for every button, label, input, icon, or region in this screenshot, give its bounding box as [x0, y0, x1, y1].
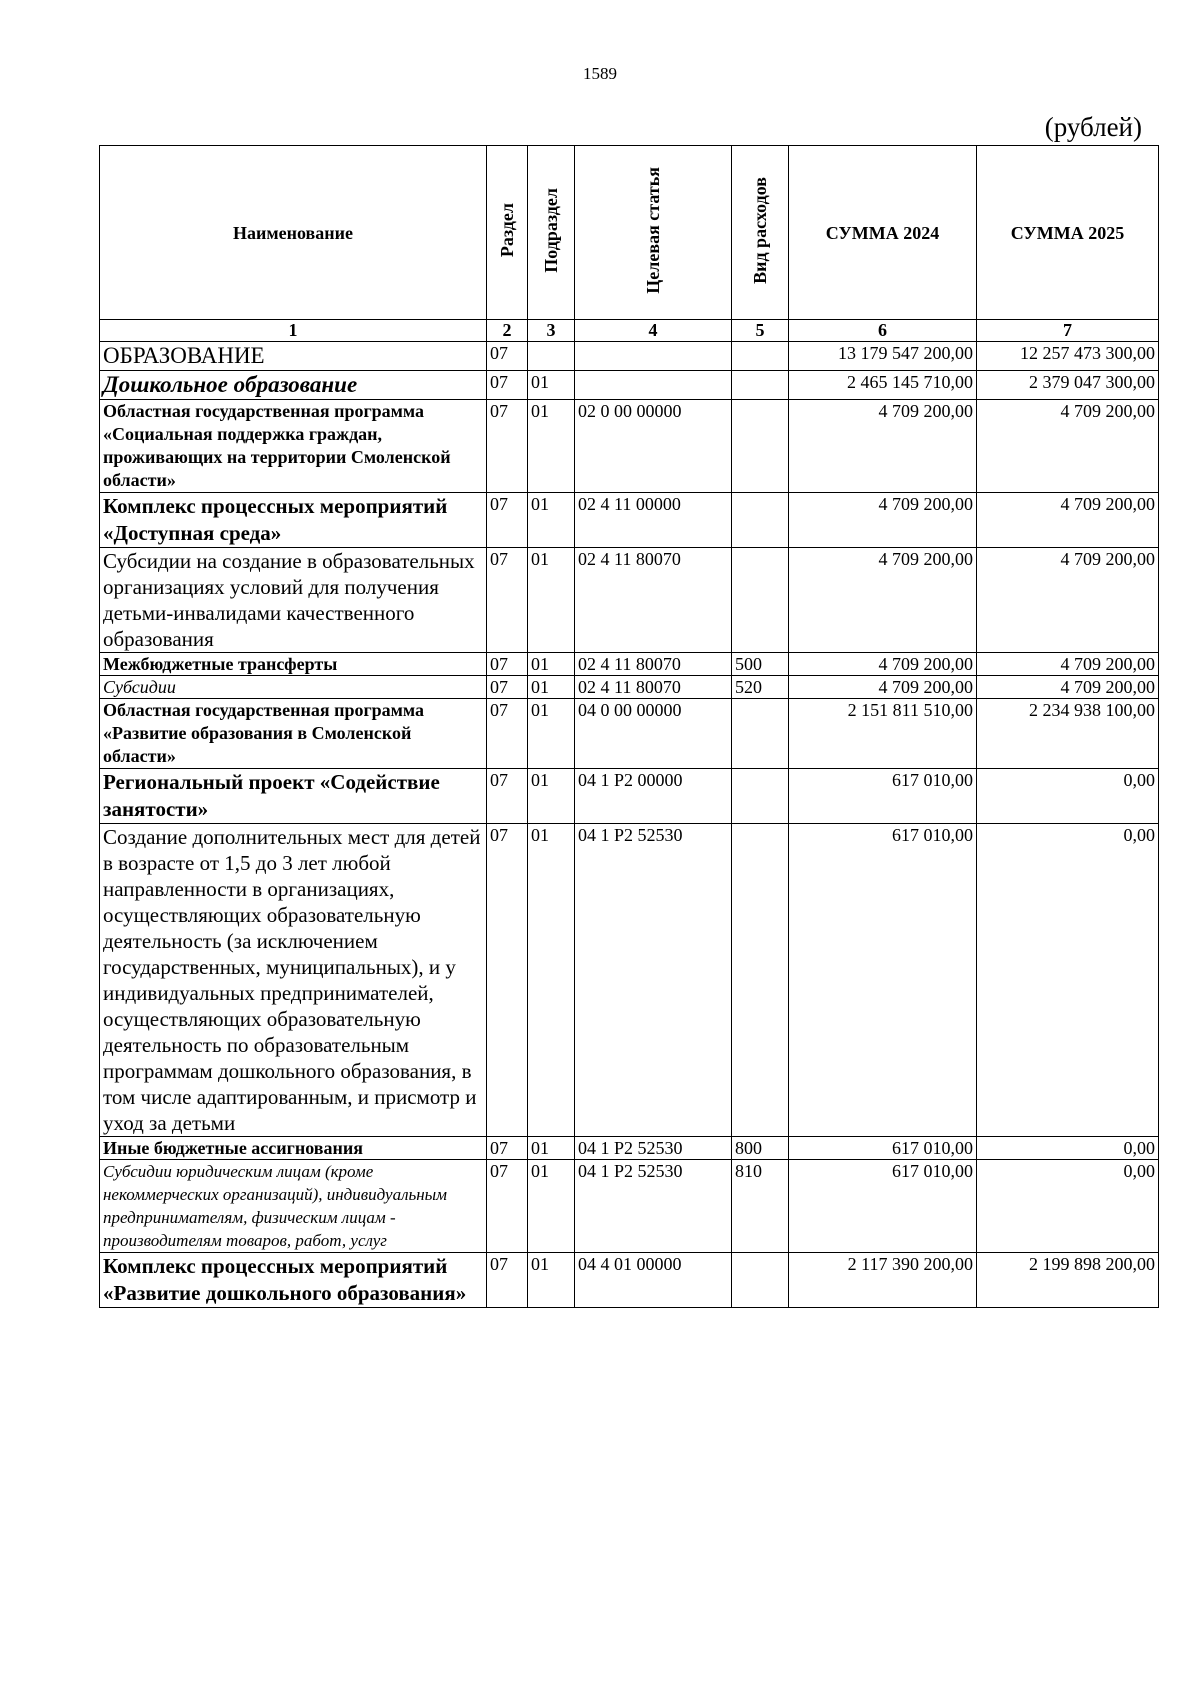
- row-target: 04 1 P2 52530: [575, 1137, 732, 1160]
- row-expense: [732, 400, 789, 493]
- col-number: 2: [487, 320, 528, 342]
- row-subsection: 01: [528, 1137, 575, 1160]
- row-sum2024: 4 709 200,00: [789, 548, 977, 653]
- budget-table: [99, 145, 1159, 1308]
- row-target: 04 1 P2 52530: [575, 824, 732, 1137]
- row-target: 02 4 11 00000: [575, 493, 732, 548]
- row-section: 07: [487, 769, 528, 824]
- table-row: [100, 548, 1159, 653]
- row-subsection: 01: [528, 493, 575, 548]
- col-number: 7: [977, 320, 1159, 342]
- row-subsection: 01: [528, 371, 575, 400]
- row-name: Межбюджетные трансферты: [100, 653, 487, 676]
- row-section: 07: [487, 371, 528, 400]
- row-target: 04 1 P2 52530: [575, 1160, 732, 1253]
- table-row: [100, 1160, 1159, 1253]
- table-row: [100, 699, 1159, 769]
- row-expense: 800: [732, 1137, 789, 1160]
- table-row: [100, 824, 1159, 1137]
- table-row: [100, 371, 1159, 400]
- row-name: Областная государственная программа «Развитие образования в Смоленской области»: [100, 699, 487, 769]
- row-target: 02 4 11 80070: [575, 676, 732, 699]
- row-target: [575, 342, 732, 371]
- row-sum2025: 0,00: [977, 1137, 1159, 1160]
- header-row: [100, 146, 1159, 320]
- row-sum2025: 2 199 898 200,00: [977, 1253, 1159, 1308]
- row-subsection: 01: [528, 699, 575, 769]
- header-name: Наименование: [100, 146, 487, 320]
- row-expense: [732, 342, 789, 371]
- row-name: Региональный проект «Содействие занятости»: [100, 769, 487, 824]
- header-subsection: Подраздел: [528, 146, 575, 320]
- header-target: Целевая статья: [575, 146, 732, 320]
- row-expense: [732, 548, 789, 653]
- row-section: 07: [487, 342, 528, 371]
- col-number: 6: [789, 320, 977, 342]
- row-section: 07: [487, 548, 528, 653]
- row-sum2025: 2 379 047 300,00: [977, 371, 1159, 400]
- row-expense: [732, 1253, 789, 1308]
- row-name: Субсидии юридическим лицам (кроме некоммерческих организаций), индивидуальным предпринимателям, физическим лицам - производителям товаров, работ, услуг: [100, 1160, 487, 1253]
- header-sum2024: СУММА 2024: [789, 146, 977, 320]
- header-sum2025: СУММА 2025: [977, 146, 1159, 320]
- row-sum2024: 617 010,00: [789, 1160, 977, 1253]
- units-label: (рублей): [1044, 112, 1142, 142]
- row-section: 07: [487, 676, 528, 699]
- row-name: Комплекс процессных мероприятий «Развитие дошкольного образования»: [100, 1253, 487, 1308]
- header-section: Раздел: [487, 146, 528, 320]
- row-sum2024: 4 709 200,00: [789, 493, 977, 548]
- row-sum2025: 0,00: [977, 824, 1159, 1137]
- row-subsection: 01: [528, 1253, 575, 1308]
- row-sum2025: 4 709 200,00: [977, 548, 1159, 653]
- row-section: 07: [487, 1253, 528, 1308]
- row-sum2024: 4 709 200,00: [789, 653, 977, 676]
- row-name: Создание дополнительных мест для детей в возрасте от 1,5 до 3 лет любой направленности в организациях, осуществляющих образовательную деятельность (за исключением государственных, муниципальных), и у индивидуальных предпринимателей, осуществляющих образовательную деятельность по образовательным программам дошкольного образования, в том числе адаптированным, и присмотр и уход за детьми: [100, 824, 487, 1137]
- row-target: 02 0 00 00000: [575, 400, 732, 493]
- row-target: 04 1 P2 00000: [575, 769, 732, 824]
- header-expense: Вид расходов: [732, 146, 789, 320]
- row-expense: [732, 699, 789, 769]
- row-expense: 810: [732, 1160, 789, 1253]
- table-row: [100, 676, 1159, 699]
- row-section: 07: [487, 400, 528, 493]
- row-sum2025: 2 234 938 100,00: [977, 699, 1159, 769]
- row-name: Комплекс процессных мероприятий «Доступная среда»: [100, 493, 487, 548]
- col-number: 5: [732, 320, 789, 342]
- row-sum2024: 2 117 390 200,00: [789, 1253, 977, 1308]
- col-number: 1: [100, 320, 487, 342]
- row-target: 04 0 00 00000: [575, 699, 732, 769]
- table-row: [100, 769, 1159, 824]
- row-sum2025: 12 257 473 300,00: [977, 342, 1159, 371]
- table-row: [100, 1137, 1159, 1160]
- row-sum2024: 2 151 811 510,00: [789, 699, 977, 769]
- row-sum2024: 617 010,00: [789, 769, 977, 824]
- row-subsection: 01: [528, 1160, 575, 1253]
- row-target: 02 4 11 80070: [575, 653, 732, 676]
- row-sum2025: 4 709 200,00: [977, 493, 1159, 548]
- column-number-row: [100, 320, 1159, 342]
- row-section: 07: [487, 1137, 528, 1160]
- row-sum2024: 2 465 145 710,00: [789, 371, 977, 400]
- col-number: 4: [575, 320, 732, 342]
- row-section: 07: [487, 1160, 528, 1253]
- row-target: [575, 371, 732, 400]
- row-subsection: 01: [528, 548, 575, 653]
- row-subsection: 01: [528, 676, 575, 699]
- row-subsection: [528, 342, 575, 371]
- page-number: 1589: [583, 64, 617, 83]
- row-name: Иные бюджетные ассигнования: [100, 1137, 487, 1160]
- row-name: Дошкольное образование: [100, 371, 487, 400]
- row-section: 07: [487, 653, 528, 676]
- row-sum2025: 4 709 200,00: [977, 400, 1159, 493]
- row-target: 02 4 11 80070: [575, 548, 732, 653]
- row-expense: 500: [732, 653, 789, 676]
- table-row: [100, 1253, 1159, 1308]
- row-sum2024: 13 179 547 200,00: [789, 342, 977, 371]
- col-number: 3: [528, 320, 575, 342]
- row-expense: 520: [732, 676, 789, 699]
- row-sum2024: 617 010,00: [789, 1137, 977, 1160]
- row-sum2025: 0,00: [977, 1160, 1159, 1253]
- row-section: 07: [487, 824, 528, 1137]
- row-subsection: 01: [528, 769, 575, 824]
- row-subsection: 01: [528, 824, 575, 1137]
- row-sum2025: 0,00: [977, 769, 1159, 824]
- row-sum2024: 4 709 200,00: [789, 676, 977, 699]
- row-expense: [732, 493, 789, 548]
- table-row: [100, 653, 1159, 676]
- row-sum2025: 4 709 200,00: [977, 653, 1159, 676]
- row-name: ОБРАЗОВАНИЕ: [100, 342, 487, 371]
- row-expense: [732, 824, 789, 1137]
- row-name: Субсидии на создание в образовательных организациях условий для получения детьми-инвалидами качественного образования: [100, 548, 487, 653]
- row-target: 04 4 01 00000: [575, 1253, 732, 1308]
- row-name: Областная государственная программа «Социальная поддержка граждан, проживающих на территории Смоленской области»: [100, 400, 487, 493]
- table-row: [100, 493, 1159, 548]
- row-sum2024: 617 010,00: [789, 824, 977, 1137]
- row-section: 07: [487, 493, 528, 548]
- table-row: [100, 400, 1159, 493]
- row-name: Субсидии: [100, 676, 487, 699]
- row-section: 07: [487, 699, 528, 769]
- row-subsection: 01: [528, 653, 575, 676]
- row-expense: [732, 769, 789, 824]
- table-row: [100, 342, 1159, 371]
- row-subsection: 01: [528, 400, 575, 493]
- row-expense: [732, 371, 789, 400]
- row-sum2024: 4 709 200,00: [789, 400, 977, 493]
- row-sum2025: 4 709 200,00: [977, 676, 1159, 699]
